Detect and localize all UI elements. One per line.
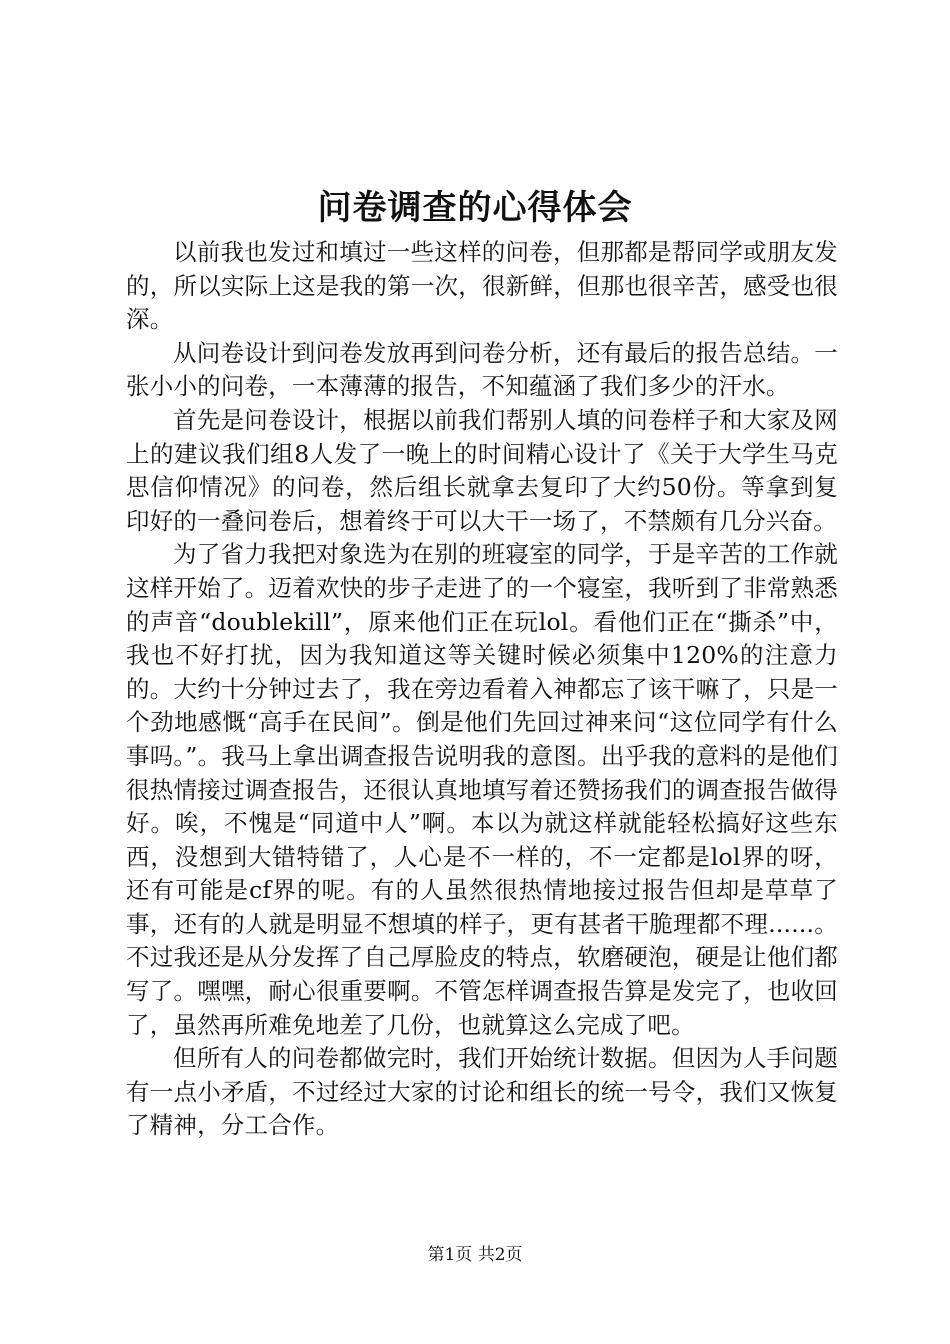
paragraph: 以前我也发过和填过一些这样的问卷，但那都是帮同学或朋友发的，所以实际上这是我的第一次，很新鲜，但那也很辛苦，感受也很深。	[126, 238, 838, 334]
document-title: 问卷调查的心得体会	[317, 188, 633, 228]
paragraph: 从问卷设计到问卷发放再到问卷分析，还有最后的报告总结。一张小小的问卷，一本薄薄的报告，不知蕴涵了我们多少的汗水。	[126, 338, 838, 401]
paragraph: 为了省力我把对象选为在别的班寝室的同学，于是辛苦的工作就这样开始了。迈着欢快的步子走进了的一个寝室，我听到了非常熟悉的声音“doublekill”，原来他们正在玩lol。看他们正在“撕杀”中，我也不好打扰，因为我知道这等关键时候必须集中120%的注意力的。大约十分钟过去了，我在旁边看着入神都忘了该干嘛了，只是一个劲地感慨“高手在民间”。倒是他们先回过神来问“这位同学有什么事吗。”。我马上拿出调查报告说明我的意图。出乎我的意料的是他们很热情接过调查报告，还很认真地填写着还赞扬我们的调查报告做得好。唉，不愧是“同道中人”啊。本以为就这样就能轻松搞好这些东西，没想到大错特错了，人心是不一样的，不一定都是lol界的呀，还有可能是cf界的呢。有的人虽然很热情地接过报告但却是草草了事，还有的人就是明显不想填的样子，更有甚者干脆理都不理......。不过我还是从分发挥了自己厚脸皮的特点，软磨硬泡，硬是让他们都写了。嘿嘿，耐心很重要啊。不管怎样调查报告算是发完了，也收回了，虽然再所难免地差了几份，也就算这么完成了吧。	[126, 540, 838, 1039]
document-body	[126, 236, 838, 1143]
page-number-footer: 第1页 共2页	[427, 1245, 523, 1265]
paragraph: 首先是问卷设计，根据以前我们帮别人填的问卷样子和大家及网上的建议我们组8人发了一晚上的时间精心设计了《关于大学生马克思信仰情况》的问卷，然后组长就拿去复印了大约50份。等拿到复印好的一叠问卷后，想着终于可以大干一场了，不禁颇有几分兴奋。	[126, 405, 838, 535]
paragraph: 但所有人的问卷都做完时，我们开始统计数据。但因为人手问题有一点小矛盾，不过经过大家的讨论和组长的统一号令，我们又恢复了精神，分工合作。	[126, 1044, 838, 1140]
